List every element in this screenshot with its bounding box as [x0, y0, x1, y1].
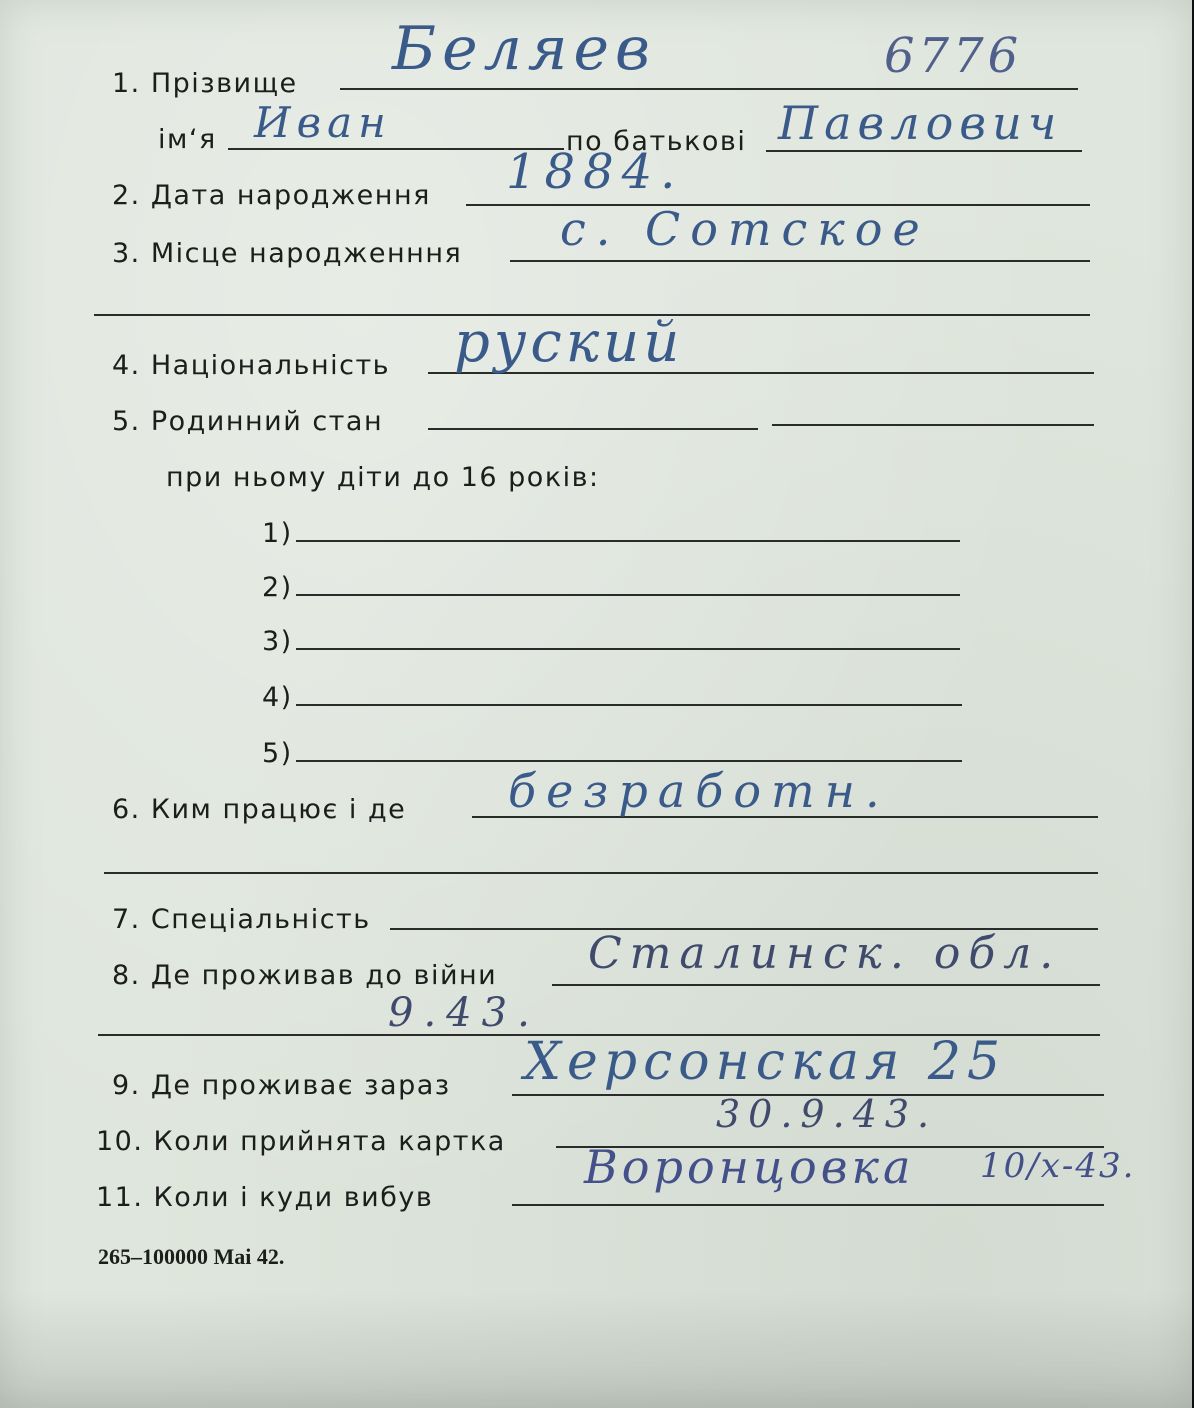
departure-label: 11. Коли і куди вибув	[96, 1182, 434, 1213]
prewar-date-value: 9.43.	[388, 990, 540, 1036]
print-code: 265–100000 Mai 42.	[98, 1244, 285, 1269]
child-5-line	[296, 760, 962, 762]
child-4-line	[296, 704, 962, 706]
patronymic-line	[766, 150, 1082, 152]
children-label: при ньому діти до 16 років:	[166, 462, 600, 493]
prewar-residence-label: 8. Де проживав до війни	[112, 960, 498, 991]
departure-place-value: Воронцовка	[584, 1140, 915, 1194]
work-label: 6. Ким працює і де	[112, 794, 407, 825]
birth-year-value: 1884.	[506, 144, 684, 200]
child-3-line	[296, 648, 960, 650]
child-1-line	[296, 540, 960, 542]
patronymic-value: Павлович	[778, 96, 1063, 150]
birth-place-value: с. Сотское	[560, 202, 930, 256]
child-1-label: 1)	[262, 518, 293, 549]
work-extra-line	[104, 872, 1098, 874]
patronymic-label: по батькові	[566, 126, 747, 157]
accepted-date-value: 30.9.43.	[716, 1092, 938, 1136]
departure-line	[512, 1204, 1104, 1206]
child-2-line	[296, 594, 960, 596]
child-4-label: 4)	[262, 682, 293, 713]
surname-line	[340, 88, 1078, 90]
first-name-value: Иван	[254, 98, 392, 147]
surname-label: 1. Прізвище	[112, 68, 298, 99]
birth-date-label: 2. Дата народження	[112, 180, 431, 211]
child-3-label: 3)	[262, 626, 293, 657]
family-status-line-2	[772, 424, 1094, 426]
child-5-label: 5)	[262, 738, 293, 769]
prewar-residence-line	[552, 984, 1100, 986]
prewar-residence-value: Сталинск. обл.	[588, 928, 1062, 979]
bottom-shadow	[0, 1290, 1194, 1408]
current-residence-value: Херсонская 25	[524, 1032, 1007, 1092]
specialty-label: 7. Спеціальність	[112, 904, 371, 935]
child-2-label: 2)	[262, 572, 293, 603]
nationality-value: руский	[454, 310, 684, 375]
card-number-value: 6776	[884, 28, 1023, 84]
nationality-label: 4. Національність	[112, 350, 391, 381]
family-status-line-1	[428, 428, 758, 430]
card-accepted-label: 10. Коли прийнята картка	[96, 1126, 506, 1157]
first-name-label: ім‘я	[158, 124, 217, 155]
birth-place-label: 3. Місце народженння	[112, 238, 463, 269]
surname-value: Беляев	[392, 14, 656, 84]
departure-date-value: 10/х-43.	[980, 1146, 1136, 1186]
family-status-label: 5. Родинний стан	[112, 406, 384, 437]
birth-place-line	[510, 260, 1090, 262]
work-value: безработн.	[508, 764, 890, 818]
current-residence-label: 9. Де проживає зараз	[112, 1070, 451, 1101]
